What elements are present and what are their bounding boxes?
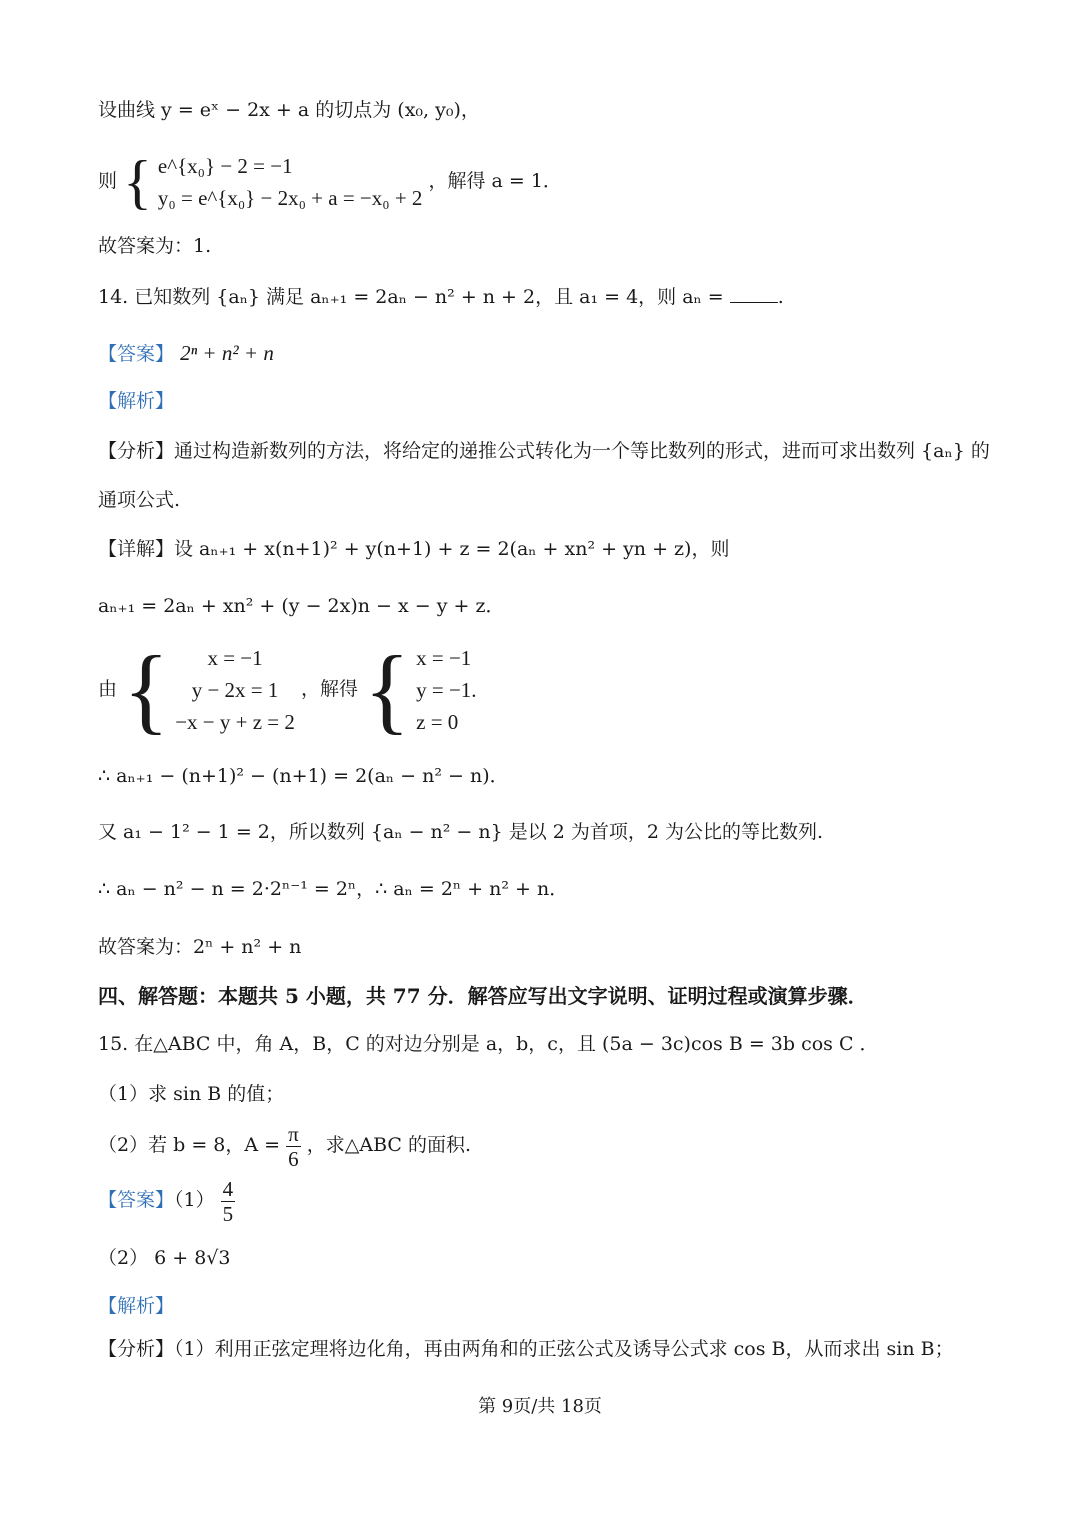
question-15-part1: （1）求 sin B 的值； [98, 1083, 285, 1105]
equation-system-right: x = −1 y = −1. z = 0 [416, 646, 477, 734]
section-4-heading: 四、解答题：本题共 5 小题，共 77 分．解答应写出文字说明、证明过程或演算步骤． [98, 984, 868, 1008]
solution-line-tangent-point: 设曲线 y = eˣ − 2x + a 的切点为 (x₀, y₀)， [98, 99, 480, 121]
question-15: 15. 在△ABC 中，角 A，B，C 的对边分别是 a，b，c，且 (5a − 3c)cos B = 3b cos C ． [98, 1033, 879, 1055]
analysis-15: 【分析】（1）利用正弦定理将边化角，再由两角和的正弦公式及诱导公式求 cos B，从而求出 sin B； [98, 1338, 954, 1360]
answer-14: 【答案】 2ⁿ + n² + n [98, 341, 274, 365]
left-brace: { [364, 636, 411, 743]
left-brace: { [123, 636, 170, 743]
answer-15-part2: （2） 6 + 8√3 [98, 1247, 231, 1269]
answer-line-14: 故答案为：2ⁿ + n² + n [98, 936, 302, 958]
solution-system-line: 则 { e^{x₀} − 2 = −1 y₀ = e^{x₀} − 2x₀ + a = −x₀ + 2 ，解得 a = 1． [98, 149, 562, 215]
answer-blank [730, 282, 778, 303]
left-brace: { [123, 149, 152, 215]
detail-14-line2: aₙ₊₁ = 2aₙ + xn² + (y − 2x)n − x − y + z． [98, 595, 505, 617]
analysis-14-line1: 【分析】通过构造新数列的方法，将给定的递推公式转化为一个等比数列的形式，进而可求出数列 {aₙ} 的 [98, 440, 990, 462]
fraction-pi-over-6: $\frac{\pi}{6}$ [288, 1121, 299, 1171]
detail-14-line4: ∴ aₙ₊₁ − (n+1)² − (n+1) = 2(aₙ − n² − n)． [98, 765, 509, 787]
detail-14-system: 由 { x = −1 y − 2x = 1 −x − y + z = 2 ，解得 { x = −1 y = −1. z = 0 [98, 636, 477, 743]
question-14: 14. 已知数列 {aₙ} 满足 aₙ₊₁ = 2aₙ − n² + n + 2，且 a₁ = 4，则 aₙ = . [98, 282, 784, 311]
fraction-4-over-5: $\frac{4}{5}$ [222, 1176, 234, 1226]
equation-system: e^{x₀} − 2 = −1 y₀ = e^{x₀} − 2x₀ + a = −x₀ + 2 [157, 154, 423, 210]
jiexi-tag-15: 【解析】 [98, 1295, 175, 1317]
analysis-14-line2: 通项公式. [98, 489, 181, 511]
page-footer: 第 9页/共 18页 [478, 1396, 602, 1417]
jiexi-tag-14: 【解析】 [98, 390, 175, 412]
answer-15-part1: 【答案】（1） $\frac{4}{5}$ [98, 1176, 234, 1226]
detail-14-line1: 【详解】设 aₙ₊₁ + x(n+1)² + y(n+1) + z = 2(aₙ + xn² + yn + z)，则 [98, 538, 730, 560]
question-15-part2: （2）若 b = 8，A = $\frac{\pi}{6}$ ，求△ABC 的面积. [98, 1121, 472, 1171]
detail-14-line6: ∴ aₙ − n² − n = 2·2ⁿ⁻¹ = 2ⁿ，∴ aₙ = 2ⁿ + n² + n． [98, 878, 569, 900]
equation-system-left: x = −1 y − 2x = 1 −x − y + z = 2 [175, 646, 295, 734]
detail-14-line5: 又 a₁ − 1² − 1 = 2，所以数列 {aₙ − n² − n} 是以 2 为首项，2 为公比的等比数列. [98, 821, 824, 843]
answer-line-1: 故答案为：1. [98, 235, 212, 257]
